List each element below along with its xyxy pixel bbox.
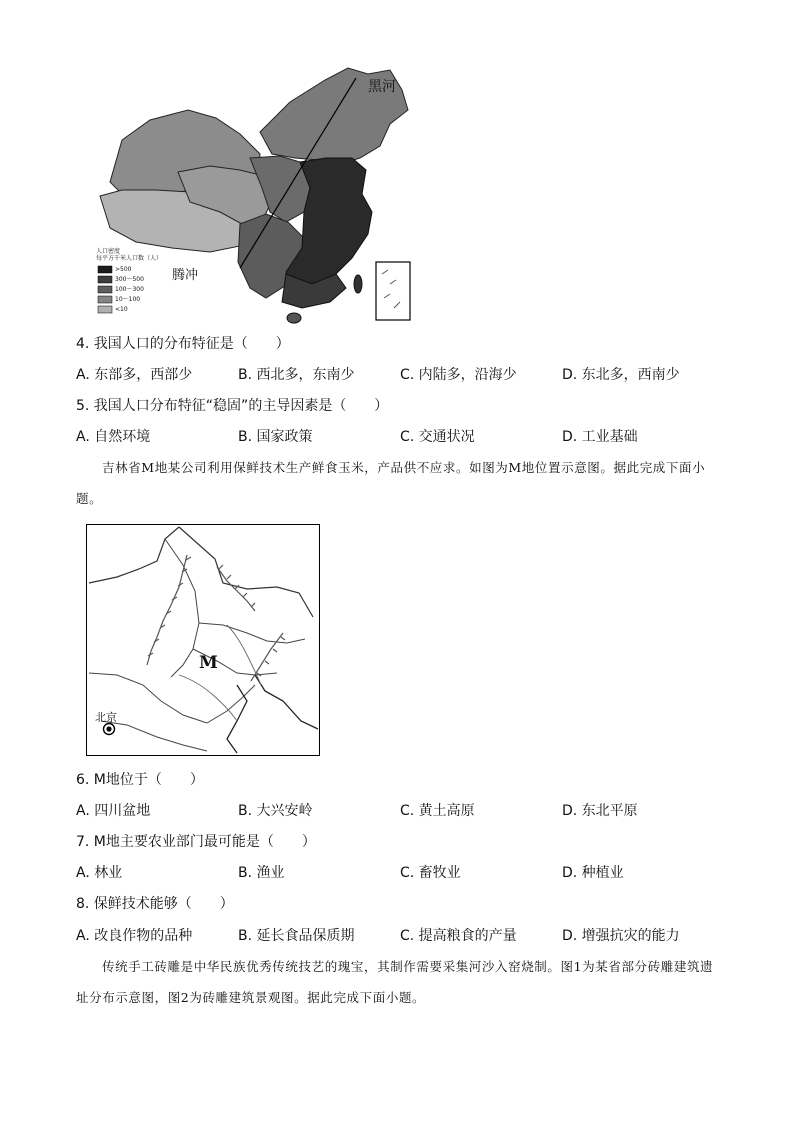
intro-2-text: 传统手工砖雕是中华民族优秀传统技艺的瑰宝，其制作需要采集河沙入窑烧制。图1为某省部分砖雕建筑遗址分布示意图，图2为砖雕建筑景观图。据此完成下面小题。 <box>76 959 714 1005</box>
legend-labels <box>115 265 144 315</box>
option-a[interactable]: A. 林业 <box>76 865 123 881</box>
legend-item: 100～300 <box>115 286 144 293</box>
question-4-options <box>76 366 716 384</box>
legend-item: >500 <box>115 266 132 273</box>
question-7-options <box>76 864 716 882</box>
m-label: M <box>199 653 218 673</box>
legend-item: <10 <box>115 306 128 313</box>
option-b[interactable]: B. 西北多，东南少 <box>238 367 355 383</box>
option-c[interactable]: C. 交通状况 <box>400 429 475 445</box>
option-d[interactable]: D. 种植业 <box>562 865 624 881</box>
m-map-graphic <box>87 525 318 754</box>
question-5-options <box>76 428 716 446</box>
beijing-label: 北京 <box>95 711 117 724</box>
option-a[interactable]: A. 改良作物的品种 <box>76 928 193 944</box>
intro-paragraph-1 <box>76 452 726 514</box>
map-legend <box>96 248 162 262</box>
question-4-stem: 4. 我国人口的分布特征是（ ） <box>76 336 290 352</box>
intro-paragraph-2 <box>76 951 726 1013</box>
m-location-map <box>86 524 320 756</box>
option-a[interactable]: A. 东部多，西部少 <box>76 367 193 383</box>
option-b[interactable]: B. 渔业 <box>238 865 285 881</box>
legend-swatches <box>98 266 112 313</box>
legend-item: 300～500 <box>115 276 144 283</box>
option-b[interactable]: B. 大兴安岭 <box>238 803 313 819</box>
option-a[interactable]: A. 自然环境 <box>76 429 151 445</box>
option-b[interactable]: B. 国家政策 <box>238 429 313 445</box>
option-c[interactable]: C. 黄土高原 <box>400 803 475 819</box>
option-d[interactable]: D. 东北平原 <box>562 803 638 819</box>
question-8-options <box>76 927 716 945</box>
option-c[interactable]: C. 内陆多，沿海少 <box>400 367 517 383</box>
option-a[interactable]: A. 四川盆地 <box>76 803 151 819</box>
legend-item: 10～100 <box>115 296 141 303</box>
question-8-stem: 8. 保鲜技术能够（ ） <box>76 896 234 912</box>
option-b[interactable]: B. 延长食品保质期 <box>238 928 355 944</box>
question-6-options <box>76 802 716 820</box>
question-6-stem: 6. M地位于（ ） <box>76 772 204 788</box>
option-c[interactable]: C. 提高粮食的产量 <box>400 928 517 944</box>
tengchong-label: 腾冲 <box>172 268 199 283</box>
option-d[interactable]: D. 工业基础 <box>562 429 638 445</box>
option-d[interactable]: D. 增强抗灾的能力 <box>562 928 680 944</box>
option-d[interactable]: D. 东北多，西南少 <box>562 367 680 383</box>
heihe-label: 黑河 <box>368 79 396 95</box>
legend-title: 人口密度 <box>96 248 121 255</box>
legend-subtitle: 每平方千米人口数（人） <box>96 255 163 262</box>
china-population-map <box>90 62 420 326</box>
option-c[interactable]: C. 畜牧业 <box>400 865 461 881</box>
intro-1-text: 吉林省M地某公司利用保鲜技术生产鲜食玉米，产品供不应求。如图为M地位置示意图。据此完成下面小题。 <box>76 460 706 506</box>
question-7-stem: 7. M地主要农业部门最可能是（ ） <box>76 834 316 850</box>
question-5-stem: 5. 我国人口分布特征“稳固”的主导因素是（ ） <box>76 398 389 414</box>
